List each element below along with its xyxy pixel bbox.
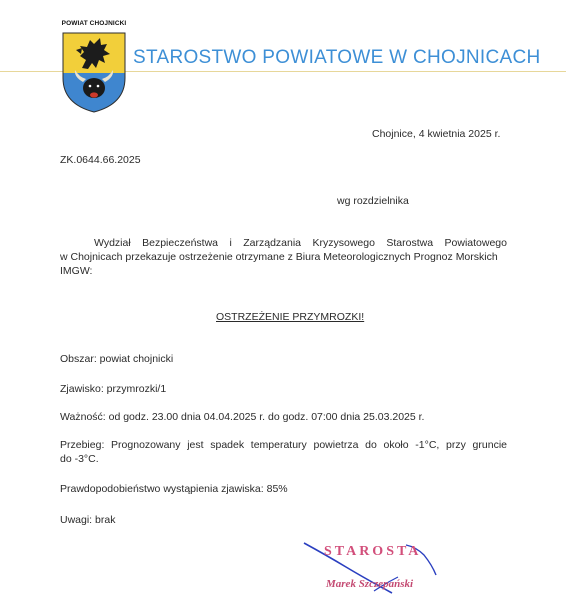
- intro-paragraph: [60, 236, 507, 278]
- intro-line: w Chojnicach przekazuje ostrzeżenie otrzymane z Biura Meteorologicznych Prognoz Morskich: [60, 251, 498, 263]
- reference-number: ZK.0644.66.2025: [60, 154, 141, 166]
- stamp-title: STAROSTA: [324, 544, 422, 559]
- distribution-note: wg rozdzielnika: [337, 195, 409, 207]
- course-field: [60, 438, 507, 466]
- letter-date: Chojnice, 4 kwietnia 2025 r.: [372, 128, 501, 140]
- signer-name: Marek Szczepański: [326, 578, 414, 590]
- validity-field: Ważność: od godz. 23.00 dnia 04.04.2025 r. do godz. 07:00 dnia 25.03.2025 r.: [60, 411, 425, 423]
- signature-stamp: [296, 535, 456, 597]
- warning-title: OSTRZEŻENIE PRZYMROZKI!: [216, 311, 365, 323]
- coat-of-arms: [60, 20, 128, 115]
- signature-stamp-graphic: [296, 535, 456, 597]
- probability-field: Prawdopodobieństwo wystąpienia zjawiska: 85%: [60, 483, 288, 495]
- area-field: Obszar: powiat chojnicki: [60, 353, 174, 365]
- phenomenon-field: Zjawisko: przymrozki/1: [60, 383, 167, 395]
- remarks-field: Uwagi: brak: [60, 514, 116, 526]
- course-line: Przebieg: Prognozowany jest spadek temperatury powietrza do około -1°C, przy gruncie: [60, 439, 507, 451]
- organization-title: STAROSTWO POWIATOWE W CHOJNICACH: [133, 47, 541, 68]
- intro-line: IMGW:: [60, 265, 93, 277]
- crest-caption: POWIAT CHOJNICKI: [61, 20, 127, 27]
- intro-line: Wydział Bezpieczeństwa i Zarządzania Kryzysowego Starostwa Powiatowego: [94, 237, 507, 249]
- course-line: do -3°C.: [60, 453, 99, 465]
- crest-shield-icon: [60, 30, 128, 115]
